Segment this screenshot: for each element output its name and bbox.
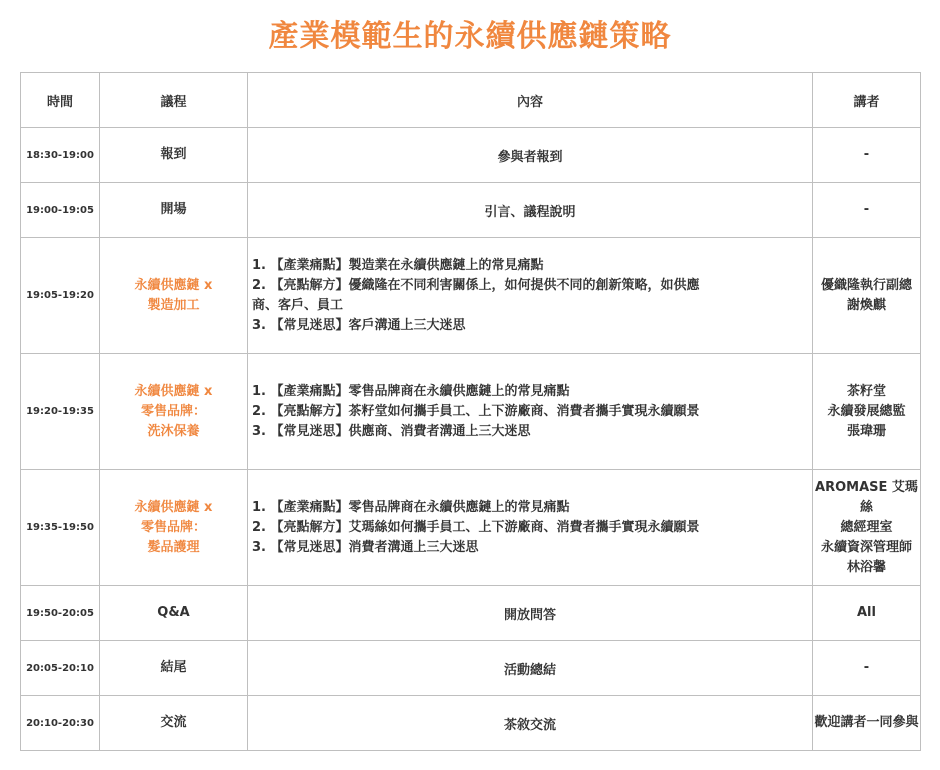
speaker-line: 張瑋珊 xyxy=(846,423,886,439)
time-cell: 18:30-19:00 xyxy=(21,128,100,183)
content-line: 1. 【產業痛點】製造業在永續供應鏈上的常見痛點 xyxy=(252,257,544,273)
time-cell: 19:50-20:05 xyxy=(21,586,100,641)
session-cell xyxy=(100,183,248,238)
content-line: 3. 【常見迷思】消費者溝通上三大迷思 xyxy=(252,539,479,555)
session-cell xyxy=(100,586,248,641)
content-line: 開放問答 xyxy=(503,607,556,623)
content-cell xyxy=(248,696,813,751)
session-line: 永續供應鏈 x xyxy=(134,499,213,515)
speaker-cell xyxy=(813,641,921,696)
speaker-cell xyxy=(813,470,921,586)
session-cell xyxy=(100,354,248,470)
speaker-line: AROMASE 艾瑪絲 xyxy=(815,479,918,515)
session-line: 製造加工 xyxy=(147,297,200,313)
speaker-line: All xyxy=(857,605,876,620)
session-cell xyxy=(100,641,248,696)
speaker-line: 永續資深管理師 xyxy=(820,539,912,555)
speaker-line: 林浴馨 xyxy=(846,559,886,575)
session-line: 洗沐保養 xyxy=(147,423,200,439)
table-row xyxy=(21,354,921,470)
content-line: 商、客戶、員工 xyxy=(252,297,344,313)
agenda-table xyxy=(20,72,921,751)
speaker-line: 優織隆執行副總 xyxy=(820,277,912,293)
content-line: 茶敘交流 xyxy=(503,717,556,733)
speaker-cell xyxy=(813,128,921,183)
time-cell: 20:05-20:10 xyxy=(21,641,100,696)
table-row xyxy=(21,586,921,641)
page-title: 產業模範生的永續供應鏈策略 xyxy=(268,19,672,54)
session-line: Q&A xyxy=(157,605,190,620)
time-cell: 19:20-19:35 xyxy=(21,354,100,470)
header-speaker: 講者 xyxy=(813,73,921,128)
speaker-line: - xyxy=(863,202,870,217)
session-line: 開場 xyxy=(160,202,187,217)
header-content: 內容 xyxy=(248,73,813,128)
speaker-cell xyxy=(813,354,921,470)
time-cell: 19:35-19:50 xyxy=(21,470,100,586)
speaker-line: - xyxy=(863,147,870,162)
session-line: 零售品牌： xyxy=(140,403,206,419)
content-line: 1. 【產業痛點】零售品牌商在永續供應鏈上的常見痛點 xyxy=(252,383,570,399)
table-row xyxy=(21,641,921,696)
session-cell xyxy=(100,470,248,586)
content-cell xyxy=(248,238,813,354)
time-cell: 19:00-19:05 xyxy=(21,183,100,238)
content-cell xyxy=(248,128,813,183)
time-cell: 19:05-19:20 xyxy=(21,238,100,354)
session-line: 零售品牌： xyxy=(140,519,206,535)
session-line: 結尾 xyxy=(160,660,187,675)
header-time: 時間 xyxy=(21,73,100,128)
header-session: 議程 xyxy=(100,73,248,128)
speaker-cell xyxy=(813,696,921,751)
content-line: 引言、議程說明 xyxy=(484,204,576,220)
header-row xyxy=(21,73,921,128)
session-cell xyxy=(100,696,248,751)
session-line: 永續供應鏈 x xyxy=(134,383,213,399)
speaker-line: 茶籽堂 xyxy=(846,383,886,399)
table-row xyxy=(21,128,921,183)
content-line: 參與者報到 xyxy=(497,149,563,165)
table-row xyxy=(21,183,921,238)
table-row xyxy=(21,470,921,586)
session-line: 交流 xyxy=(160,715,187,730)
content-cell xyxy=(248,641,813,696)
content-cell xyxy=(248,586,813,641)
content-line: 2. 【亮點解方】優織隆在不同利害關係上，如何提供不同的創新策略，如供應 xyxy=(252,277,700,293)
table-row xyxy=(21,696,921,751)
speaker-line: 總經理室 xyxy=(840,519,893,535)
speaker-cell xyxy=(813,586,921,641)
speaker-line: 謝煥麒 xyxy=(846,297,886,313)
content-line: 2. 【亮點解方】茶籽堂如何攜手員工、上下游廠商、消費者攜手實現永續願景 xyxy=(252,403,700,419)
speaker-cell xyxy=(813,183,921,238)
time-cell: 20:10-20:30 xyxy=(21,696,100,751)
content-cell xyxy=(248,354,813,470)
content-line: 活動總結 xyxy=(503,662,556,678)
speaker-line: 歡迎講者一同參與 xyxy=(814,715,919,730)
table-row xyxy=(21,238,921,354)
content-line: 2. 【亮點解方】艾瑪絲如何攜手員工、上下游廠商、消費者攜手實現永續願景 xyxy=(252,519,700,535)
session-line: 髮品護理 xyxy=(147,539,200,555)
session-line: 報到 xyxy=(160,147,187,162)
session-cell xyxy=(100,128,248,183)
session-cell xyxy=(100,238,248,354)
content-line: 1. 【產業痛點】零售品牌商在永續供應鏈上的常見痛點 xyxy=(252,499,570,515)
content-cell xyxy=(248,183,813,238)
speaker-line: - xyxy=(863,660,870,675)
speaker-line: 永續發展總監 xyxy=(827,403,906,419)
content-line: 3. 【常見迷思】客戶溝通上三大迷思 xyxy=(252,317,466,333)
content-line: 3. 【常見迷思】供應商、消費者溝通上三大迷思 xyxy=(252,423,531,439)
content-cell xyxy=(248,470,813,586)
session-line: 永續供應鏈 x xyxy=(134,277,213,293)
speaker-cell xyxy=(813,238,921,354)
